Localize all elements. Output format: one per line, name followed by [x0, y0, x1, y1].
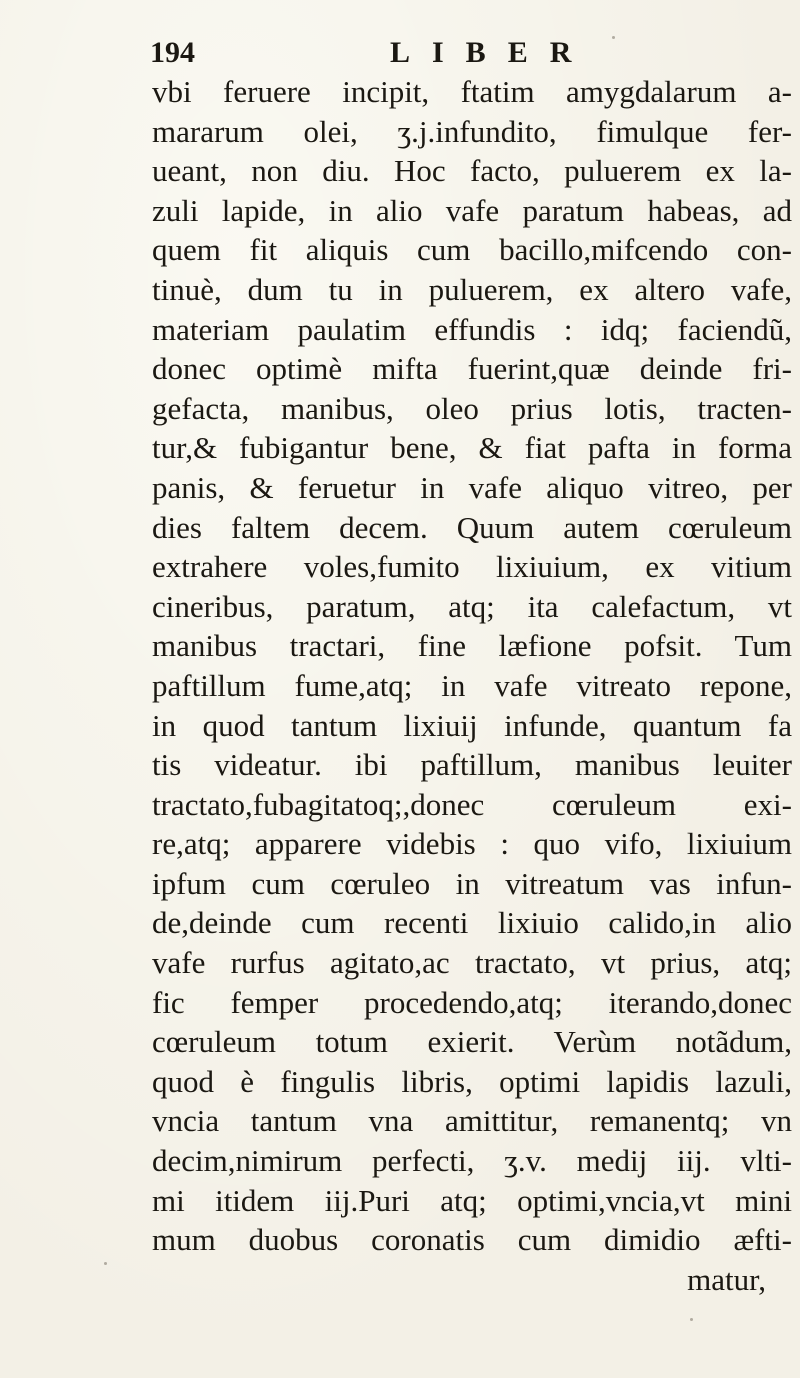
- text-line: tur,& fubigantur bene, & fiat pafta in forma: [152, 430, 792, 466]
- text-line: decim,nimirum perfecti, ʒ.v. medij iij. vlti-: [152, 1143, 792, 1179]
- catchword: matur,: [687, 1261, 766, 1297]
- text-line: zuli lapide, in alio vafe paratum habeas, ad: [152, 192, 792, 228]
- text-line: cœruleum totum exierit. Verùm notãdum,: [152, 1024, 792, 1060]
- text-line: panis, & feruetur in vafe aliquo vitreo, per: [152, 469, 792, 505]
- text-line: vncia tantum vna amittitur, remanentq; vn: [152, 1103, 792, 1139]
- text-line: mi itidem iij.Puri atq; optimi,vncia,vt mini: [152, 1182, 792, 1218]
- text-line: cineribus, paratum, atq; ita calefactum, vt: [152, 588, 792, 624]
- text-line: dies faltem decem. Quum autem cœruleum: [152, 509, 792, 545]
- text-line: in quod tantum lixiuij infunde, quantum fa: [152, 707, 792, 743]
- body-text: [152, 72, 792, 1299]
- text-line: materiam paulatim effundis : idq; faciendũ,: [152, 311, 792, 347]
- text-line: paftillum fume,atq; in vafe vitreato repone,: [152, 667, 792, 703]
- paper-speck: [612, 36, 615, 39]
- text-line: extrahere voles,fumito lixiuium, ex vitium: [152, 549, 792, 585]
- text-line: tractato,fubagitatoq;,donec cœruleum exi-: [152, 786, 792, 822]
- running-head: LIBER: [390, 36, 594, 69]
- text-line: manibus tractari, fine læfione pofsit. Tum: [152, 628, 792, 664]
- text-line: ipfum cum cœruleo in vitreatum vas infun-: [152, 865, 792, 901]
- text-line: re,atq; apparere videbis : quo vifo, lixiuium: [152, 826, 792, 862]
- text-line: vafe rurfus agitato,ac tractato, vt prius, atq;: [152, 945, 792, 981]
- paper-speck: [104, 1262, 107, 1265]
- paper-speck: [690, 1318, 693, 1321]
- text-line: ueant, non diu. Hoc facto, puluerem ex la-: [152, 153, 792, 189]
- text-line: tis videatur. ibi paftillum, manibus leuiter: [152, 747, 792, 783]
- text-line: donec optimè mifta fuerint,quæ deinde fri-: [152, 351, 792, 387]
- text-line: mum duobus coronatis cum dimidio æfti-: [152, 1222, 792, 1258]
- text-line: tinuè, dum tu in puluerem, ex altero vafe,: [152, 271, 792, 307]
- page-number: 194: [150, 36, 195, 69]
- text-line: vbi feruere incipit, ftatim amygdalarum a-: [152, 74, 792, 109]
- text-line: gefacta, manibus, oleo prius lotis, tracten-: [152, 390, 792, 426]
- text-line: mararum olei, ʒ.j.infundito, fimulque fer-: [152, 113, 792, 149]
- text-line: quem fit aliquis cum bacillo,mifcendo con-: [152, 232, 792, 268]
- text-line: de,deinde cum recenti lixiuio calido,in alio: [152, 905, 792, 941]
- text-line: fic femper procedendo,atq; iterando,donec: [152, 984, 792, 1020]
- text-line: quod è fingulis libris, optimi lapidis lazuli,: [152, 1063, 792, 1099]
